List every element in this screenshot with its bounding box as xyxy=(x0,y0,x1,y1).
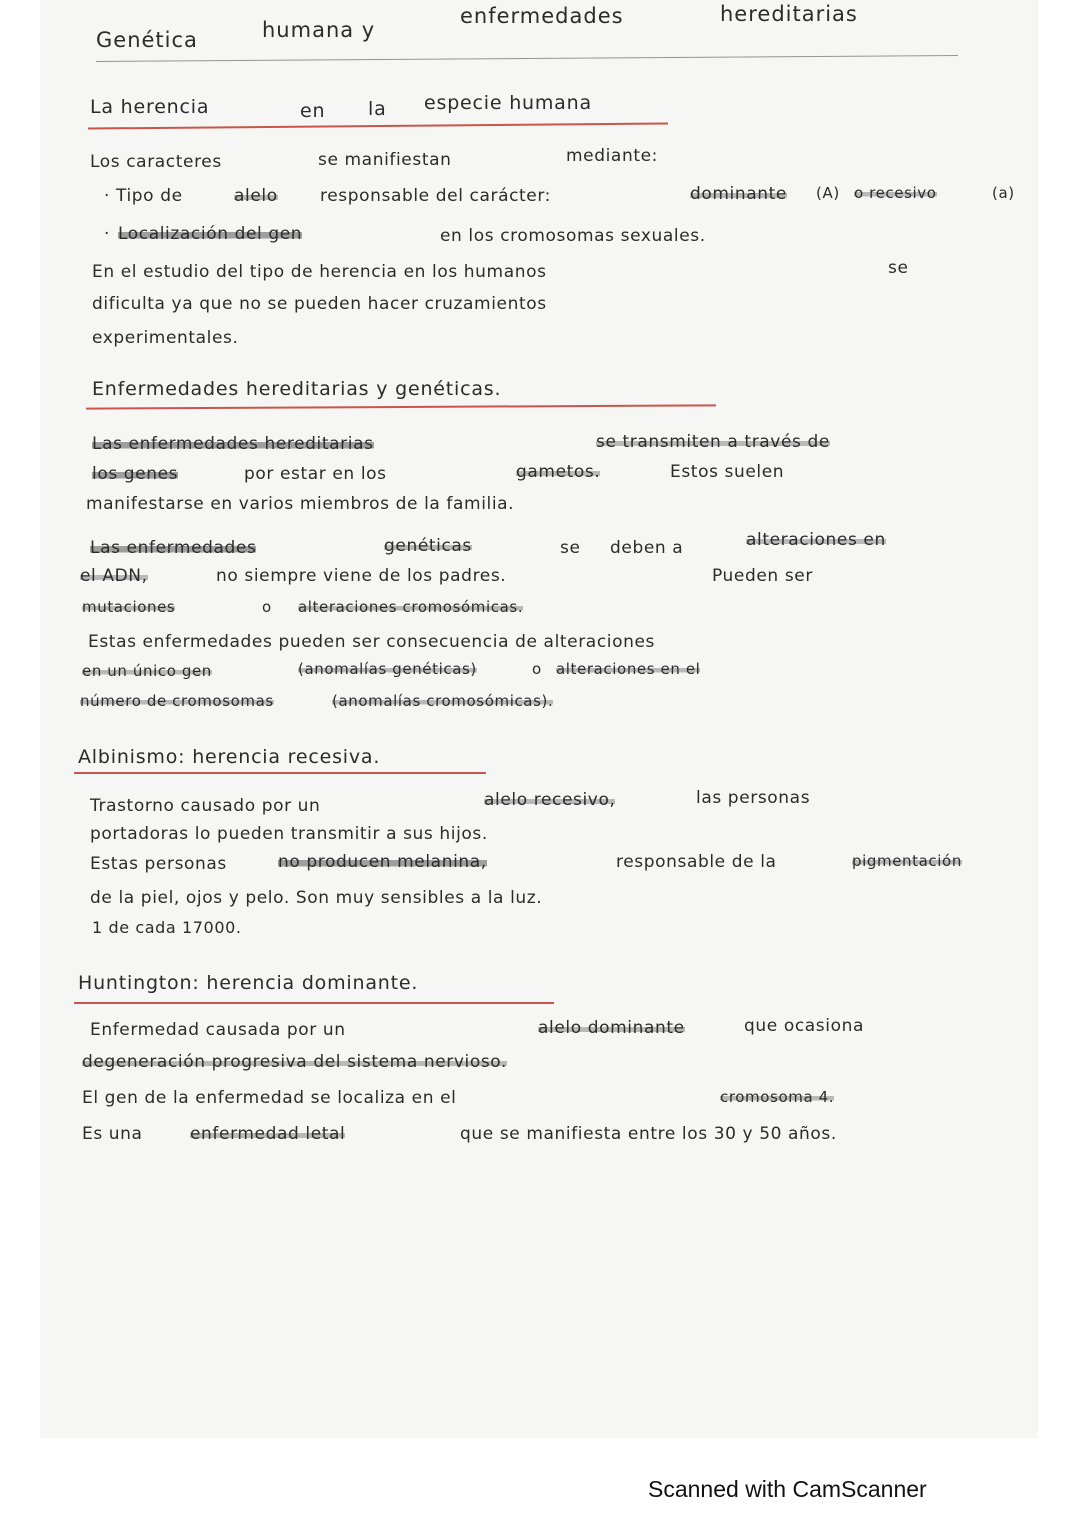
highlighted-text: número de cromosomas xyxy=(80,692,274,710)
highlighted-text: (anomalías cromosómicas). xyxy=(332,692,554,710)
notebook-page xyxy=(40,0,1038,1438)
text-line: Trastorno causado por un xyxy=(90,796,321,816)
section-heading: Enfermedades hereditarias y genéticas. xyxy=(92,378,502,400)
text-line: manifestarse en varios miembros de la familia. xyxy=(86,494,515,514)
text-line: Es una xyxy=(82,1124,143,1144)
highlighted-text: cromosoma 4. xyxy=(720,1088,835,1106)
highlighted-text: Las enfermedades hereditarias xyxy=(92,434,374,454)
bullet-text: (a) xyxy=(992,184,1015,202)
title-word-genetica: Genética xyxy=(96,28,198,52)
highlighted-text: enfermedad letal xyxy=(190,1124,346,1144)
section-heading-b: en xyxy=(300,100,326,122)
text-line: Estas personas xyxy=(90,854,227,874)
text-line: Estas enfermedades pueden ser consecuencia de alteraciones xyxy=(88,632,655,652)
highlighted-text: alelo xyxy=(234,186,278,206)
text-line: deben a xyxy=(610,538,684,558)
text-line: Estos suelen xyxy=(670,462,785,482)
text-line: mediante: xyxy=(566,146,658,166)
highlighted-text: alteraciones cromosómicas. xyxy=(298,598,524,616)
text-line: experimentales. xyxy=(92,328,239,348)
text-line: En el estudio del tipo de herencia en los humanos xyxy=(92,262,547,282)
text-line: Pueden ser xyxy=(712,566,813,586)
highlighted-text: degeneración progresiva del sistema nervioso. xyxy=(82,1052,508,1072)
highlighted-text: mutaciones xyxy=(82,598,176,616)
section-heading-underline xyxy=(74,772,486,774)
section-heading: Albinismo: herencia recesiva. xyxy=(78,746,381,768)
text-line: o xyxy=(532,660,542,678)
highlighted-text: alteraciones en el xyxy=(556,660,701,678)
text-line: Los caracteres xyxy=(90,152,222,172)
text-line: que ocasiona xyxy=(744,1016,864,1036)
section-heading-underline xyxy=(74,1002,554,1004)
highlighted-text: dominante xyxy=(690,184,787,204)
text-line: o xyxy=(262,598,272,616)
text-line: 1 de cada 17000. xyxy=(92,918,242,937)
highlighted-text: alteraciones en xyxy=(746,530,886,550)
text-line: El gen de la enfermedad se localiza en el xyxy=(82,1088,457,1108)
bullet-text: en los cromosomas sexuales. xyxy=(440,226,706,246)
highlighted-text: genéticas xyxy=(384,536,472,556)
text-line: que se manifiesta entre los 30 y 50 años. xyxy=(460,1124,837,1144)
section-heading-c: la xyxy=(368,98,387,120)
highlighted-text: el ADN, xyxy=(80,566,148,586)
text-line: por estar en los xyxy=(244,464,387,484)
title-word-enfermedades: enfermedades xyxy=(460,4,624,28)
section-heading-d: especie humana xyxy=(424,92,592,114)
highlighted-text: alelo dominante xyxy=(538,1018,685,1038)
text-line: de la piel, ojos y pelo. Son muy sensibles a la luz. xyxy=(90,888,543,908)
text-line: se manifiestan xyxy=(318,150,452,170)
text-line: se xyxy=(560,538,581,558)
highlighted-text: no producen melanina, xyxy=(278,852,487,872)
bullet-text: · Tipo de xyxy=(104,186,183,206)
bullet-text: responsable del carácter: xyxy=(320,186,551,206)
text-line: responsable de la xyxy=(616,852,777,872)
bullet-text: (A) xyxy=(816,184,840,202)
highlighted-text: se transmiten a través de xyxy=(596,432,830,452)
section-heading: Huntington: herencia dominante. xyxy=(78,972,419,994)
highlighted-text: o recesivo xyxy=(854,184,937,202)
text-line: las personas xyxy=(696,788,811,808)
title-word-humana: humana y xyxy=(262,18,376,42)
highlighted-text: los genes xyxy=(92,464,179,484)
text-line: se xyxy=(888,258,909,278)
text-line: portadoras lo pueden transmitir a sus hijos. xyxy=(90,824,488,844)
text-line: no siempre viene de los padres. xyxy=(216,566,507,586)
highlighted-text: pigmentación xyxy=(852,852,962,870)
camscanner-watermark: Scanned with CamScanner xyxy=(648,1476,927,1502)
highlighted-text: en un único gen xyxy=(82,662,212,680)
bullet-text: · xyxy=(104,224,111,244)
title-word-hereditarias: hereditarias xyxy=(720,2,858,26)
highlighted-text: Las enfermedades xyxy=(90,538,257,558)
highlighted-text: (anomalías genéticas) xyxy=(298,660,477,678)
section-heading-a: La herencia xyxy=(90,96,210,118)
highlighted-text: gametos. xyxy=(516,462,601,482)
highlighted-text: Localización del gen xyxy=(118,224,303,244)
text-line: Enfermedad causada por un xyxy=(90,1020,346,1040)
highlighted-text: alelo recesivo, xyxy=(484,790,616,810)
text-line: dificulta ya que no se pueden hacer cruzamientos xyxy=(92,294,547,314)
